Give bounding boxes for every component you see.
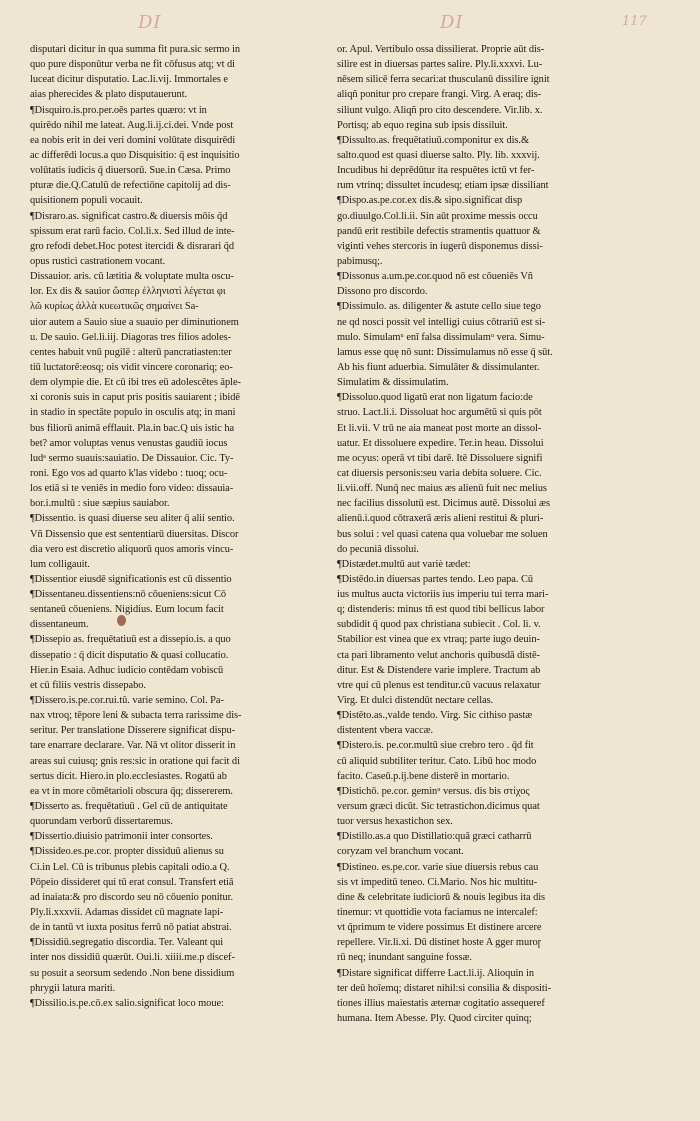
text-line: luceat dicitur disputatio. Lac.li.vij. Immortales e xyxy=(30,74,228,86)
text-line: dissentaneum. xyxy=(30,619,89,631)
text-line: ¶Distineo. es.pe.cor. varie siue diuersis rebus cau xyxy=(337,861,539,873)
text-line: su posuit a seorsum sedendo .Non bene dissidium xyxy=(30,967,235,979)
text-line: tuor versus hexastichon sex. xyxy=(337,816,453,828)
text-line: silire est in diuersas partes salire. Ply.li.xxxvi. Lu- xyxy=(337,59,543,71)
text-line: versum græci dicūt. Sic tetrastichon.dicimus quat xyxy=(337,801,540,813)
text-line: tiū luctatorē:eosq; ois vidit vincere coronariq; eo- xyxy=(30,361,233,373)
text-line: nēsem silicē ferra secari:at thusculanū dissilire ignit xyxy=(337,74,550,86)
text-line: bus solui : vel quasi catena qua voluebar me soluen xyxy=(337,528,548,540)
text-line: u. De sauio. Gel.li.iij. Diagoras tres filios adoles- xyxy=(30,331,232,343)
text-line: los etiā si te veniēs in medio foro video: dissauia- xyxy=(30,483,234,495)
text-line: de in tantū vt iuxta positus ferrū nō patiat abstrai. xyxy=(30,922,232,934)
text-line: centes habuit vnū pugilē : alterū pancratiasten:ter xyxy=(30,346,232,358)
text-line: or. Apul. Vertibulo ossa dissilierat. Proprie aūt dis- xyxy=(337,44,545,55)
text-line: ¶Dissidiū.segregatio discordia. Ter. Valeant qui xyxy=(30,937,224,949)
text-line: dia vero est discretio aliquorū quos amoris vincu- xyxy=(30,543,234,555)
text-line: Hier.in Esaia. Adhuc iudicio contēdam vobiscū xyxy=(30,664,224,676)
text-line: vt q̄primum te videre possimus Et distinere arcere xyxy=(337,922,542,934)
text-line: go.diuulgo.Col.li.ii. Sin aūt proxime messis occu xyxy=(337,210,538,222)
text-line: distentent vbera vaccæ. xyxy=(337,725,434,737)
text-line: nax vtroq; tēpore leni & subacta terra rarissime dis- xyxy=(30,710,242,722)
text-line: humana. Item Abesse. Ply. Quod circiter quinq; xyxy=(337,1013,532,1024)
text-line: Et li.vii. V trū ne aia maneat post morte an dissol- xyxy=(337,422,542,434)
text-line: Simulatim & dissimulatim. xyxy=(337,377,449,389)
text-line: ¶Dissero.is.pe.cor.rui.tū. varie semino. Col. Pa- xyxy=(30,695,224,707)
text-line: ¶Dissimulo. as. diligenter & astute cello siue tego xyxy=(337,301,541,313)
text-line: alienū.i.quod cōtraxerā æris alieni restitui & pluri- xyxy=(337,513,544,525)
text-line: cū aliquid subtiliter teritur. Cato. Libū hoc modo xyxy=(337,755,537,767)
text-line: Dissauior. aris. cū lætitia & voluptate multa oscu- xyxy=(30,271,234,283)
text-line: aias pherecides & plato disputauerunt. xyxy=(30,89,188,101)
text-line: do pecuniā dissolui. xyxy=(337,543,419,555)
text-line: cta pari libramento velut anchoris quibusdā distē- xyxy=(337,649,540,661)
text-line: ¶Dissilio.is.pe.cō.ex salio.significat loco moue: xyxy=(30,997,224,1009)
text-line: disputari dicitur in qua summa fit pura.sic sermo in xyxy=(30,44,241,55)
text-line: salto.quod est quasi diuerse salto. Ply. lib. xxxvij. xyxy=(337,149,540,161)
text-line: ¶Dissepio as. frequētatiuū est a dissepio.is. a quo xyxy=(30,634,231,646)
text-line: ¶Distero.is. pe.cor.multū siue crebro tero . q̄d fit xyxy=(337,740,534,752)
text-line: bor.i.multū : siue sæpius sauiabor. xyxy=(30,498,170,510)
text-line: Pōpeio dissideret qui tū erat consul. Transfert etiā xyxy=(30,876,234,888)
text-line: pabimusq;. xyxy=(337,255,383,267)
text-line: xi coronis suis in caput pris positis sauiarent ; ibidē xyxy=(30,392,240,404)
text-line: et cū filiis vestris dissepabo. xyxy=(30,679,146,691)
text-line: dissepatio : q̄ dicit disputatio & quasi collucatio. xyxy=(30,649,229,661)
text-line: tinemur: vt quottidie vota faciamus ne intercalef: xyxy=(337,907,538,919)
text-line: ludᵃ sermo suauis:sauiatio. De Dissauior. Cic. Ty- xyxy=(30,452,234,464)
text-line: quirēdo nihil me lateat. Aug.li.ij.ci.dei. Vnde post xyxy=(30,119,234,131)
text-line: dem olympie die. Et cū ibi tres eū adolescētes āple- xyxy=(30,377,241,389)
text-line: vtre qui cū plenus est tenditur.cū vacuus relaxatur xyxy=(337,679,541,691)
text-line: ius multus aucta victoriis ius imperiu tui terra mari- xyxy=(337,589,549,601)
text-line: aliqñ ponitur pro crepare frangi. Virg. A eraq; dis- xyxy=(337,89,542,101)
text-line: ¶Distichō. pe.cor. geminᵘ versus. dis bis στίχος xyxy=(337,785,530,797)
text-line: repellere. Vir.li.xi. Dū distinet hoste A gger muroɼ xyxy=(337,937,542,949)
text-line: λῶ κυρίως ἀλλὰ κυεωτικῶς σημαίνει Sa- xyxy=(30,301,199,313)
text-column-left xyxy=(30,42,320,1094)
text-line: ad inaiata:& pro discordo seu nō cōuenio ponitur. xyxy=(30,891,234,903)
text-line: ¶Distare significat differre Lact.li.ij. Alioquin in xyxy=(337,967,534,979)
text-line: rum vtrinq; dissultet incudesq; etiam ipsæ dissiliant xyxy=(337,180,549,192)
text-line: ter deū hoīemq; distaret nihil:si consilia & dispositi- xyxy=(337,982,551,994)
text-line: inter nos dissidiū quærūt. Oui.li. xiiii.me.p discef- xyxy=(30,952,235,964)
text-line: ¶Dissentaneu.dissentiens:nō cōueniens:sicut Cō xyxy=(30,589,227,601)
text-line: ¶Dissertio.diuisio patrimonii inter consortes. xyxy=(30,831,213,843)
text-line: pturæ die.Q.Catulū de refectiōne capitolij ad dis- xyxy=(30,180,231,192)
text-line: struo. Lact.li.i. Dissoluat hoc argumētū si quis pōt xyxy=(337,407,542,419)
text-line: ¶Dissentior eiusdē significationis est cū dissentio xyxy=(30,573,232,585)
text-line: spissum erat rarū facio. Col.li.x. Sed illud de inte- xyxy=(30,225,235,237)
page-header xyxy=(0,12,700,38)
text-line: Virg. Et dulci distendūt nectare cellas. xyxy=(337,695,494,707)
text-line: siliunt vulgo. Aliqñ pro cito descendere. Vir.lib. x. xyxy=(337,104,543,116)
text-line: phrygii latura mariti. xyxy=(30,982,116,994)
text-line: me ocyus: operā vt tibi darē. Itē Dissoluere signifi xyxy=(337,452,543,464)
text-line: opus rustici castrationem vocant. xyxy=(30,255,166,267)
text-line: uatur. Et dissoluere expedire. Ter.in heau. Dissolui xyxy=(337,437,544,449)
text-line: sentaneū cōueniens. Nigidius. Eum locum facit xyxy=(30,604,224,616)
text-line: ea vt in more cōmētarioli obscura q̄q; dissererem. xyxy=(30,785,233,797)
text-line: ¶Distēdo.in diuersas partes tendo. Leo papa. Cū xyxy=(337,573,533,585)
text-line: sertus dicit. Hiero.in plo.ecclesiastes. Rogatū ab xyxy=(30,770,227,782)
text-line: Incudibus hi deprēdūtur ita respuētes ictū vt fer- xyxy=(337,165,535,177)
text-line: uior autem a Sauio siue a suauio per diminutionem xyxy=(30,316,239,328)
text-line: ¶Disraro.as. significat castro.& diuersis mōis q̄d xyxy=(30,210,228,222)
text-line: Stabilior est vinea que ex vtraq; parte iugo deuin- xyxy=(337,634,540,646)
text-column-right xyxy=(337,42,627,1094)
text-line: nec facilius dissolutū est. Dicimus autē. Dissolui æs xyxy=(337,498,550,510)
text-line: q; distenderis: minus tñ est quod tibi bellicus labor xyxy=(337,604,545,616)
running-head-left: DI xyxy=(138,12,162,33)
text-line: ea nobis erit in dei veri domini volūtate disquirēdi xyxy=(30,134,236,146)
text-line: quo pure disponūtur verba ne fit cōfusus atq; vt di xyxy=(30,59,235,71)
text-line: dine & celebritate iudiciorū & nouis legibus ita dis xyxy=(337,891,546,903)
text-line: li.vii.off. Nunq̄ nec maius æs alienū fuit nec melius xyxy=(337,483,547,495)
text-line: Dissono pro discordo. xyxy=(337,286,428,298)
text-line: lum colligauit. xyxy=(30,558,90,570)
text-line: volūtatis iudicis q̄ diuersorū. Sue.in Cæsa. Primo xyxy=(30,165,231,177)
text-line: areas sui cuiusq; gnis res:sic in oratione qui facit di xyxy=(30,755,240,767)
text-line: cat diuersis personis:seu varia debita soluere. Cic. xyxy=(337,467,542,479)
text-line: lamus esse quę nō sunt: Dissimulamus nō esse q̄ sūt. xyxy=(337,346,553,358)
text-line: bus filiorū animā efflauit. Pla.in bac.Q uis istic ha xyxy=(30,422,235,434)
text-line: ¶Disserto as. frequētatiuū . Gel cū de antiquitate xyxy=(30,801,228,813)
text-line: ¶Disquiro.is.pro.per.oēs partes quæro: vt in xyxy=(30,104,207,116)
text-line: ¶Dissentio. is quasi diuerse seu aliter q̄ alii sentio. xyxy=(30,513,235,525)
text-line: roni. Ego vos ad quarto k'las videbo : tuoq; ocu- xyxy=(30,467,228,479)
text-line: Ci.in Lel. Cū is tribunus plebis capitali odio.a Q. xyxy=(30,861,230,873)
text-line: rū neq; inundant sanguine fossæ. xyxy=(337,952,472,964)
text-line: ¶Dissonus a.um.pe.cor.quod nō est cōueniēs Vñ xyxy=(337,271,533,283)
text-line: tiones illius maiestatis æternæ cogitatio assequeref xyxy=(337,997,545,1009)
text-line: mulo. Simulamᵘ enī falsa dissimulamᵘ vera. Simu- xyxy=(337,331,545,343)
text-line: ditur. Est & Distendere varie implere. Tractum ab xyxy=(337,664,541,676)
text-line: bet? amor voluptas venus venustas gaudiū iocus xyxy=(30,437,228,449)
text-line: ac differēdi locus.a quo Disquisitio: q̄ est inquisitio xyxy=(30,149,240,161)
text-line: seritur. Per translatione Disserere significat dispu- xyxy=(30,725,236,737)
text-line: pandū erit restibile defectis stramentis quattuor & xyxy=(337,225,541,237)
text-line: gro refodi debet.Hoc potest itercidi & disrarari q̄d xyxy=(30,240,235,252)
running-head-right: DI xyxy=(440,12,464,33)
text-line: coryzam vel branchum vocant. xyxy=(337,846,464,858)
text-line: quorundam verborū dissertaremus. xyxy=(30,816,173,828)
text-line: ¶Dissideo.es.pe.cor. propter dissiduū alienus su xyxy=(30,846,224,858)
ink-blot xyxy=(117,615,126,626)
text-line: ¶Dissulto.as. frequētatiuū.componitur ex dis.& xyxy=(337,134,530,146)
text-line: viginti vehes stercoris in iugerū disponemus dissi- xyxy=(337,240,543,252)
text-line: ¶Distēto.as.,valde tendo. Virg. Sic cithiso pastæ xyxy=(337,710,533,722)
text-line: ¶Distillo.as.a quo Distillatio:quā græci catharrū xyxy=(337,831,532,843)
text-line: subdidit q̄ quod pax christiana subiecit . Col. li. v. xyxy=(337,619,541,631)
text-line: Portisq; ab equo regina sub ipsis dissiluit. xyxy=(337,119,508,131)
text-line: in stadio in spectāte populo in osculis atq; in mani xyxy=(30,407,236,419)
text-line: lor. Ex dis & sauior ὥσπερ ἐλληνιστὶ λέγεται φι xyxy=(30,286,226,298)
text-line: ¶Dissoluo.quod ligatū erat non ligatum facio:de xyxy=(337,392,533,404)
text-line: sis vt impeditū teneo. Ci.Mario. Nos hic multitu- xyxy=(337,876,538,888)
text-line: Ply.li.xxxvii. Adamas dissidet cū magnate lapi- xyxy=(30,907,224,919)
folio-number: 117 xyxy=(622,14,647,29)
text-line: quisitionem populi vocauit. xyxy=(30,195,143,207)
text-line: Ab his fiunt aduerbia. Simulāter & dissimulanter. xyxy=(337,361,540,373)
text-line: Vñ Dissensio que est sententiarū diuersitas. Discor xyxy=(30,528,239,540)
text-line: ¶Distædet.multū aut variè tædet: xyxy=(337,558,471,570)
text-line: ne qd nosci possit vel intelligi cuius cōtrariū est si- xyxy=(337,316,546,328)
text-line: ¶Dispo.as.pe.cor.ex dis.& sipo.significat disp xyxy=(337,195,523,207)
text-line: tare enarrare declarare. Var. Nā vt olitor disserit in xyxy=(30,740,236,752)
text-line: facito. Caseū.p.ij.bene disterē in mortario. xyxy=(337,770,510,782)
